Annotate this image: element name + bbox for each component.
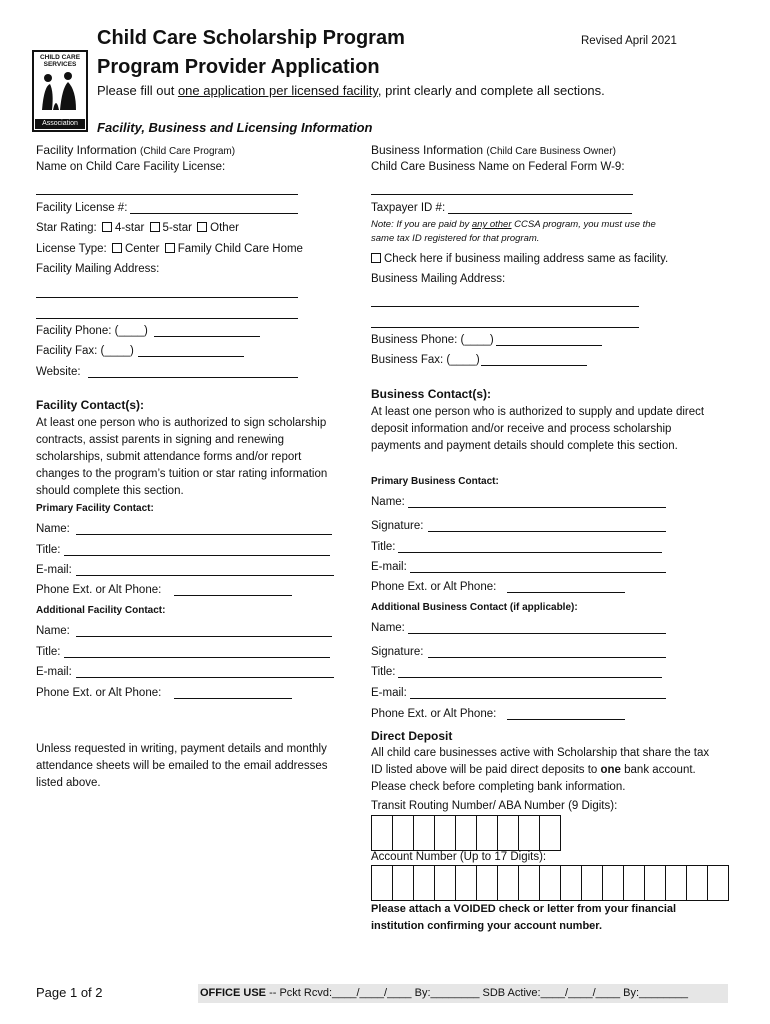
- additional-facility-contact-heading: Additional Facility Contact:: [36, 605, 166, 616]
- routing-number-boxes[interactable]: [371, 815, 561, 851]
- same-address-checkbox[interactable]: [371, 253, 381, 263]
- logo-figures-icon: [38, 70, 82, 114]
- business-name-label: Child Care Business Name on Federal Form W-9:: [371, 161, 625, 173]
- facility-contacts-heading: Facility Contact(s):: [36, 398, 145, 412]
- facility-mail-field-1[interactable]: [36, 287, 298, 298]
- star-rating-row: Star Rating: 4-star 5-star Other: [36, 222, 239, 234]
- account-digit-box[interactable]: [477, 865, 498, 901]
- account-digit-box[interactable]: [624, 865, 645, 901]
- account-digit-box[interactable]: [582, 865, 603, 901]
- account-digit-box[interactable]: [393, 865, 414, 901]
- pb-email-field[interactable]: [410, 562, 666, 573]
- pf-name-label: Name:: [36, 523, 70, 535]
- office-use-bar: OFFICE USE -- Pckt Rcvd:____/____/____ By:________ SDB Active:____/____/____ By:________: [198, 984, 728, 1003]
- pf-phone-label: Phone Ext. or Alt Phone:: [36, 584, 162, 596]
- business-mail-field-2[interactable]: [371, 317, 639, 328]
- facility-mail-label: Facility Mailing Address:: [36, 263, 160, 275]
- routing-digit-box[interactable]: [456, 815, 477, 851]
- af-email-label: E-mail:: [36, 666, 72, 678]
- business-contacts-heading: Business Contact(s):: [371, 387, 492, 401]
- facility-name-label: Name on Child Care Facility License:: [36, 161, 226, 173]
- ab-signature-field[interactable]: [428, 647, 666, 658]
- pf-phone-field[interactable]: [174, 585, 292, 596]
- taxpayer-id-field[interactable]: [448, 203, 632, 214]
- ab-phone-field[interactable]: [507, 709, 625, 720]
- account-digit-box[interactable]: [603, 865, 624, 901]
- email-note: Unless requested in writing, payment details and monthly attendance sheets will be emailed to the email addresses listed above.: [36, 743, 328, 789]
- ab-name-label: Name:: [371, 622, 405, 634]
- logo-text: CHILD CARE SERVICES: [39, 54, 81, 68]
- routing-label: Transit Routing Number/ ABA Number (9 Digits):: [371, 800, 618, 812]
- direct-deposit-heading: Direct Deposit: [371, 729, 453, 743]
- logo-association: Association: [35, 119, 85, 129]
- routing-digit-box[interactable]: [372, 815, 393, 851]
- account-number-boxes[interactable]: [371, 865, 729, 901]
- business-phone-label: Business Phone: (____): [371, 334, 494, 346]
- business-info-heading: Business Information (Child Care Business Owner): [371, 143, 616, 157]
- facility-website-label: Website:: [36, 366, 81, 378]
- primary-business-contact-heading: Primary Business Contact:: [371, 476, 499, 487]
- attach-voided-check-note: Please attach a VOIDED check or letter from your financial institution confirming your account number.: [371, 903, 677, 932]
- facility-info-heading: Facility Information (Child Care Program): [36, 143, 236, 157]
- star-5-checkbox[interactable]: [150, 222, 160, 232]
- title-line-2: Program Provider Application: [97, 56, 380, 78]
- routing-digit-box[interactable]: [519, 815, 540, 851]
- account-label: Account Number (Up to 17 Digits):: [371, 851, 547, 863]
- account-digit-box[interactable]: [687, 865, 708, 901]
- af-title-field[interactable]: [64, 647, 330, 658]
- tax-note-line-2: same tax ID registered for that program.: [371, 233, 540, 244]
- business-fax-field[interactable]: [481, 355, 587, 366]
- business-mail-field-1[interactable]: [371, 296, 639, 307]
- taxpayer-id-label: Taxpayer ID #:: [371, 202, 446, 214]
- pf-title-field[interactable]: [64, 545, 330, 556]
- facility-license-field[interactable]: [130, 203, 298, 214]
- af-phone-field[interactable]: [174, 688, 292, 699]
- facility-contacts-desc: At least one person who is authorized to sign scholarship contracts, assist parents in signing and renewing scholarships, submit attendance forms and/or report changes to the program’s tuition or star rating information should complete this section.: [36, 417, 328, 497]
- facility-license-label: Facility License #:: [36, 202, 128, 214]
- star-other-checkbox[interactable]: [197, 222, 207, 232]
- ab-email-label: E-mail:: [371, 687, 407, 699]
- facility-phone-label: Facility Phone: (____): [36, 325, 148, 337]
- ccsa-logo: [32, 50, 88, 132]
- routing-digit-box[interactable]: [498, 815, 519, 851]
- af-title-label: Title:: [36, 646, 61, 658]
- section-title: Facility, Business and Licensing Information: [97, 120, 373, 135]
- pf-email-field[interactable]: [76, 565, 334, 576]
- account-digit-box[interactable]: [708, 865, 729, 901]
- facility-fax-field[interactable]: [138, 346, 244, 357]
- tax-note-line-1: Note: If you are paid by any other CCSA program, you must use the: [371, 219, 656, 230]
- ab-title-label: Title:: [371, 666, 396, 678]
- page-number: Page 1 of 2: [36, 985, 103, 1000]
- af-email-field[interactable]: [76, 667, 334, 678]
- star-4-checkbox[interactable]: [102, 222, 112, 232]
- license-type-row: License Type: Center Family Child Care Home: [36, 243, 303, 255]
- pb-signature-field[interactable]: [428, 521, 666, 532]
- routing-digit-box[interactable]: [393, 815, 414, 851]
- title-line-1: Child Care Scholarship Program: [97, 27, 405, 49]
- facility-mail-field-2[interactable]: [36, 308, 298, 319]
- pb-signature-label: Signature:: [371, 520, 424, 532]
- type-family-checkbox[interactable]: [165, 243, 175, 253]
- account-digit-box[interactable]: [540, 865, 561, 901]
- direct-deposit-desc: All child care businesses active with Scholarship that share the tax ID listed above will be paid direct deposits to one bank account. Please check before completing bank information.: [371, 747, 710, 793]
- ab-phone-label: Phone Ext. or Alt Phone:: [371, 708, 497, 720]
- business-contacts-desc: At least one person who is authorized to supply and update direct deposit information and/or receive and process scholarship payments and payment details should complete this section.: [371, 406, 705, 452]
- pb-title-field[interactable]: [398, 542, 662, 553]
- pf-title-label: Title:: [36, 544, 61, 556]
- account-digit-box[interactable]: [519, 865, 540, 901]
- facility-phone-field[interactable]: [154, 326, 260, 337]
- af-name-field[interactable]: [76, 626, 332, 637]
- primary-facility-contact-heading: Primary Facility Contact:: [36, 503, 154, 514]
- facility-website-field[interactable]: [88, 367, 298, 378]
- account-digit-box[interactable]: [498, 865, 519, 901]
- pf-name-field[interactable]: [76, 524, 332, 535]
- business-fax-label: Business Fax: (____): [371, 354, 480, 366]
- account-digit-box[interactable]: [456, 865, 477, 901]
- business-phone-field[interactable]: [496, 335, 602, 346]
- revised-date: Revised April 2021: [581, 35, 677, 47]
- pb-phone-label: Phone Ext. or Alt Phone:: [371, 581, 497, 593]
- account-digit-box[interactable]: [435, 865, 456, 901]
- facility-name-field[interactable]: [36, 184, 298, 195]
- additional-business-contact-heading: Additional Business Contact (if applicable):: [371, 602, 578, 613]
- pb-email-label: E-mail:: [371, 561, 407, 573]
- account-digit-box[interactable]: [372, 865, 393, 901]
- business-name-field[interactable]: [371, 184, 633, 195]
- facility-fax-label: Facility Fax: (____): [36, 345, 134, 357]
- ab-signature-label: Signature:: [371, 646, 424, 658]
- account-digit-box[interactable]: [645, 865, 666, 901]
- ab-email-field[interactable]: [410, 688, 666, 699]
- business-mail-label: Business Mailing Address:: [371, 273, 506, 285]
- routing-digit-box[interactable]: [435, 815, 456, 851]
- account-digit-box[interactable]: [414, 865, 435, 901]
- pb-phone-field[interactable]: [507, 582, 625, 593]
- pb-name-label: Name:: [371, 496, 405, 508]
- routing-digit-box[interactable]: [477, 815, 498, 851]
- ab-title-field[interactable]: [398, 667, 662, 678]
- pb-name-field[interactable]: [408, 497, 666, 508]
- type-center-checkbox[interactable]: [112, 243, 122, 253]
- account-digit-box[interactable]: [666, 865, 687, 901]
- account-digit-box[interactable]: [561, 865, 582, 901]
- af-phone-label: Phone Ext. or Alt Phone:: [36, 687, 162, 699]
- ab-name-field[interactable]: [408, 623, 666, 634]
- routing-digit-box[interactable]: [414, 815, 435, 851]
- same-address-row: Check here if business mailing address same as facility.: [371, 253, 668, 265]
- routing-digit-box[interactable]: [540, 815, 561, 851]
- pb-title-label: Title:: [371, 541, 396, 553]
- instructions: Please fill out one application per licensed facility, print clearly and complete all sections.: [97, 83, 605, 98]
- af-name-label: Name:: [36, 625, 70, 637]
- pf-email-label: E-mail:: [36, 564, 72, 576]
